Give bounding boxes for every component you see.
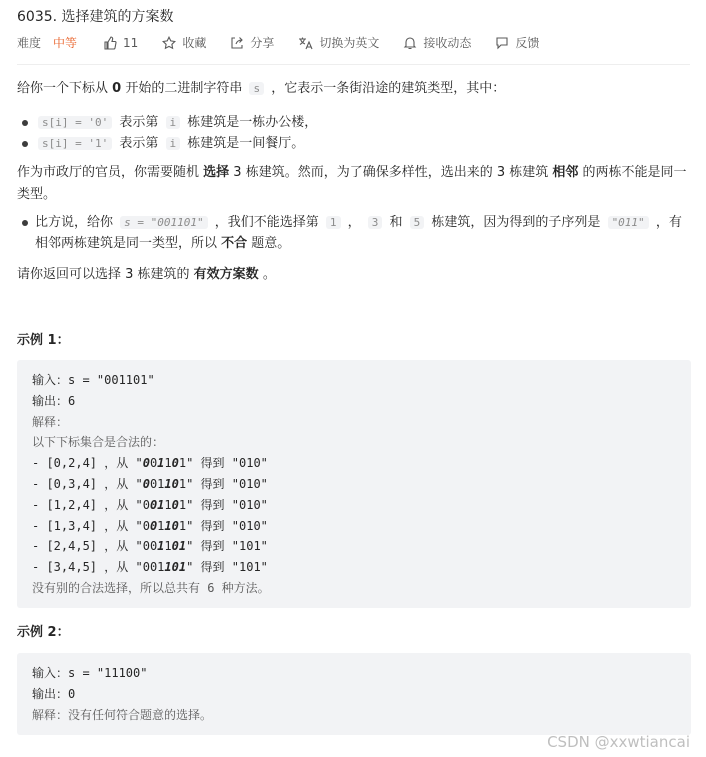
example-input: 输入：s = "11100"	[32, 666, 148, 680]
watermark: CSDN @xxwtiancai	[547, 733, 690, 751]
example-output: 输出：0	[32, 686, 76, 701]
header-divider	[17, 64, 690, 65]
inline-code: s	[249, 82, 264, 95]
problem-title: 6035. 选择建筑的方案数	[17, 9, 174, 25]
feedback-button[interactable]	[495, 34, 539, 51]
feedback-label: 反馈	[515, 36, 540, 50]
list-item: s[i] = '1' 表示第 i 栋建筑是一间餐厅。	[35, 133, 690, 154]
like-button[interactable]	[103, 36, 138, 50]
feedback-icon	[495, 36, 509, 50]
thumbs-up-icon	[103, 36, 117, 50]
difficulty-badge: 中等	[53, 36, 78, 50]
example-explain: 解释：	[32, 414, 69, 429]
building-type-list	[17, 112, 690, 154]
translate-icon	[298, 36, 313, 50]
example-1-title: 示例 1：	[17, 333, 70, 348]
difficulty-label: 难度	[17, 36, 42, 50]
bell-icon	[403, 36, 417, 50]
example-conclusion: 没有别的合法选择，所以总共有 6 种方法。	[32, 580, 270, 595]
example-row: - [0,3,4] ，从 "001101" 得到 "010"	[32, 476, 268, 491]
translate-label: 切换为英文	[319, 36, 380, 50]
example-row: - [0,2,4] ，从 "001101" 得到 "010"	[32, 456, 268, 471]
like-count: 11	[123, 35, 139, 50]
share-button[interactable]	[230, 34, 274, 51]
example-output: 输出：6	[32, 393, 76, 408]
example-row: - [1,3,4] ，从 "001101" 得到 "010"	[32, 518, 268, 533]
description-paragraph-3: 请你返回可以选择 3 栋建筑的 有效方案数 。	[17, 267, 276, 282]
description-paragraph-2: 作为市政厅的官员，你需要随机 选择 3 栋建筑。然而，为了确保多样性，选出来的 3 栋建筑 相邻 的两栋不能是同一类型。	[17, 165, 687, 202]
list-item: s[i] = '0' 表示第 i 栋建筑是一栋办公楼，	[35, 112, 690, 133]
example-2-title: 示例 2：	[17, 625, 70, 640]
example-row: - [3,4,5] ，从 "001101" 得到 "101"	[32, 560, 268, 575]
example-2-code-block	[17, 653, 691, 735]
subscribe-label: 接收动态	[423, 36, 472, 50]
description-paragraph-1: 给你一个下标从 0 开始的二进制字符串 s ，它表示一条街沿途的建筑类型，其中：	[17, 81, 506, 96]
star-icon	[162, 36, 176, 50]
example-explain: 解释：没有任何符合题意的选择。	[32, 707, 213, 722]
example-row: - [2,4,5] ，从 "001101" 得到 "101"	[32, 539, 268, 554]
example-input: 输入：s = "001101"	[32, 373, 155, 387]
problem-meta-bar	[17, 34, 563, 51]
example-1-code-block	[17, 360, 691, 608]
share-icon	[230, 36, 244, 50]
translate-button[interactable]	[298, 34, 379, 51]
list-item: 比方说，给你 s = "001101" ，我们不能选择第 1 ， 3 和 5 栋建筑，因为得到的子序列是 "011" ，有相邻两栋建筑是同一类型，所以 不合 题意。	[35, 212, 690, 254]
share-label: 分享	[250, 36, 275, 50]
favorite-button[interactable]	[162, 34, 206, 51]
favorite-label: 收藏	[182, 36, 207, 50]
example-note-list	[17, 212, 690, 254]
subscribe-button[interactable]	[403, 34, 471, 51]
example-intro: 以下下标集合是合法的：	[32, 435, 165, 450]
example-row: - [1,2,4] ，从 "001101" 得到 "010"	[32, 497, 268, 512]
